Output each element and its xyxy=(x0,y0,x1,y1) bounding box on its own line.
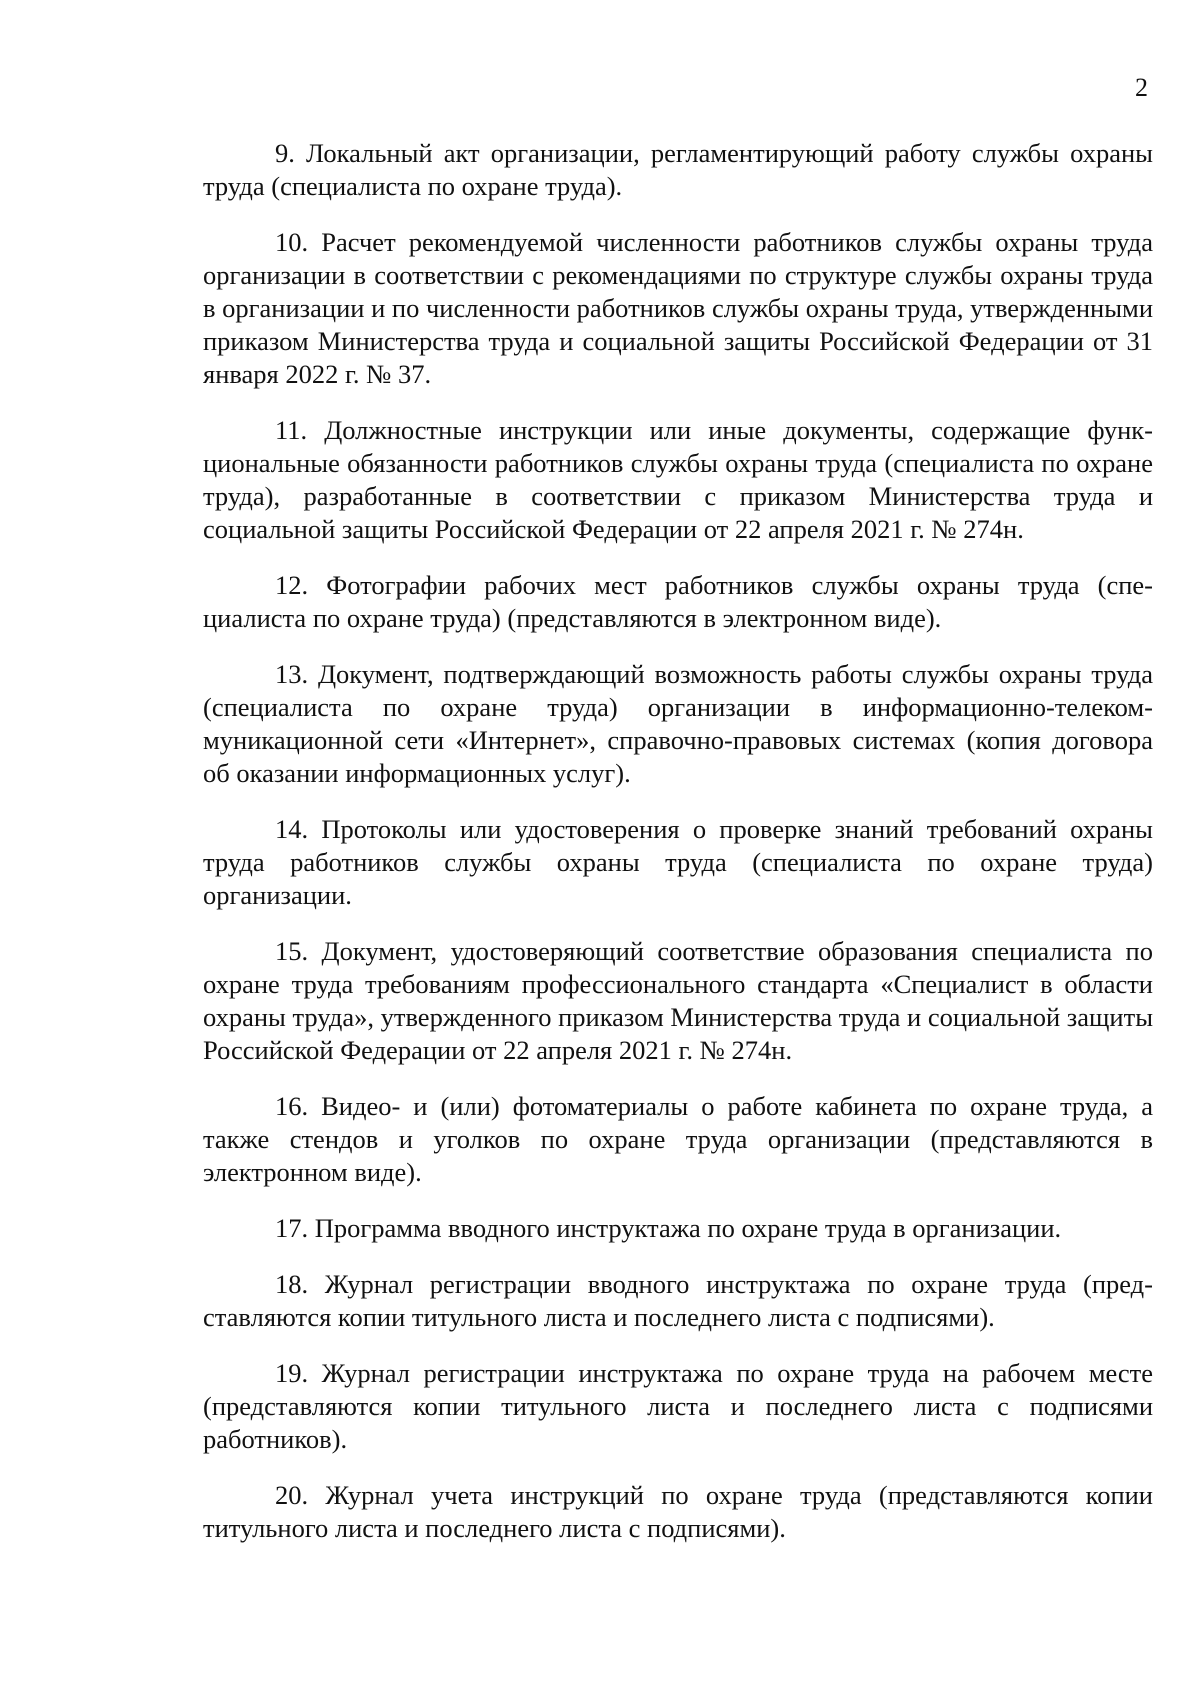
page-number: 2 xyxy=(1135,73,1148,102)
list-item-17: 17. Программа вводного инструктажа по охране труда в организации. xyxy=(275,1213,1062,1243)
list-item-13: 13. Документ, подтверждающий возможность работы службы охраны труда (специалиста по охране труда) организации в информационно-телекоммуникационной сети «Интернет», справочно-правовых системах (копия договора об оказании информационных услуг). xyxy=(203,659,1153,788)
list-item-15: 15. Документ, удостоверяющий соответствие образования специалиста по охране труда требованиям профессионального стандарта «Специалист в области охраны труда», утвержденного приказом Министерства труда и социальной защиты Российской Федерации от 22 апреля 2021 г. № 274н. xyxy=(203,936,1153,1065)
list-item-12: 12. Фотографии рабочих мест работников службы охраны труда (специалиста по охране труда) (представляются в электронном виде). xyxy=(203,570,1153,633)
list-item-19: 19. Журнал регистрации инструктажа по охране труда на рабочем месте (представляются копии титульного листа и последнего листа с подписями работников). xyxy=(203,1358,1153,1454)
list-item-16: 16. Видео- и (или) фотоматериалы о работе кабинета по охране труда, а также стендов и уголков по охране труда организации (представляются в электронном виде). xyxy=(203,1091,1153,1187)
list-item-11: 11. Должностные инструкции или иные документы, содержащие функциональные обязанности работников службы охраны труда (специалиста по охране труда), разработанные в соответствии с приказом Министерства труда и социальной защиты Российской Федерации от 22 апреля 2021 г. № 274н. xyxy=(203,415,1153,544)
document-body xyxy=(203,137,1153,1568)
list-item-14: 14. Протоколы или удостоверения о проверке знаний требований охраны труда работников службы охраны труда (специалиста по охране труда) организации. xyxy=(203,814,1153,910)
list-item-18: 18. Журнал регистрации вводного инструктажа по охране труда (представляются копии титульного листа и последнего листа с подписями). xyxy=(203,1269,1153,1332)
list-item-9: 9. Локальный акт организации, регламентирующий работу службы охраны труда (специалиста по охране труда). xyxy=(203,138,1153,201)
list-item-20: 20. Журнал учета инструкций по охране труда (представляются копии титульного листа и последнего листа с подписями). xyxy=(203,1480,1153,1543)
list-item-10: 10. Расчет рекомендуемой численности работников службы охраны труда организации в соответствии с рекомендациями по структуре службы охраны труда в организации и по численности работников службы охраны труда, утвержденными приказом Министерства труда и социальной защиты Российской Федерации от 31 января 2022 г. № 37. xyxy=(203,227,1153,389)
